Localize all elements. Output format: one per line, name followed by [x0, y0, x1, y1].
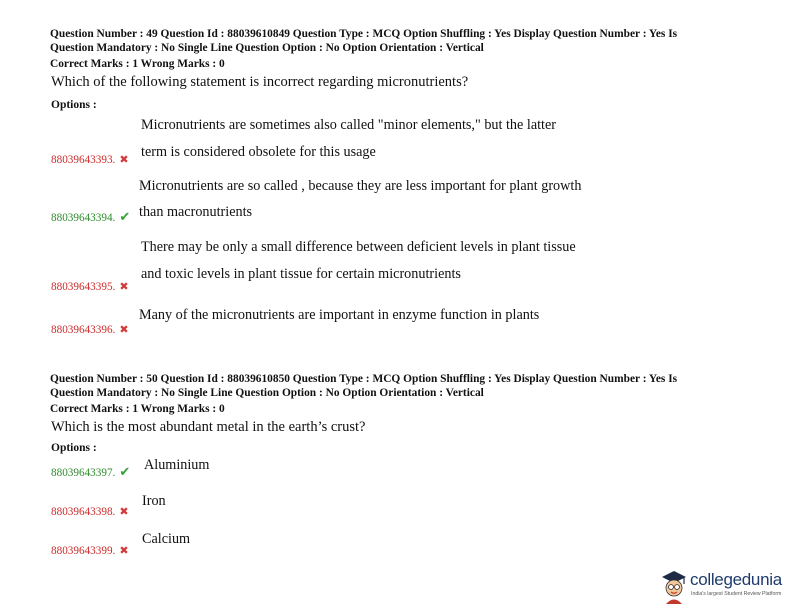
- wrong-mark-icon: ✖: [119, 154, 129, 166]
- q50-option-1: [51, 463, 130, 481]
- q49-option-2: [51, 208, 130, 226]
- q49-option-3-text-line2: and toxic levels in plant tissue for certain micronutrients: [141, 266, 461, 282]
- q50-option-3-text: Calcium: [142, 531, 191, 547]
- graduate-mascot-icon: [660, 568, 688, 606]
- q50-option-2-text: Iron: [142, 493, 166, 509]
- logo-tagline: India's largest Student Review Platform: [691, 591, 782, 597]
- wrong-mark-icon: ✖: [119, 281, 129, 293]
- option-id: 88039643394.: [51, 212, 116, 224]
- option-id: 88039643398.: [51, 506, 116, 518]
- q49-option-4-text: Many of the micronutrients are important in enzyme function in plants: [139, 307, 540, 323]
- option-id: 88039643395.: [51, 281, 116, 293]
- q49-option-2-text-line2: than macronutrients: [139, 204, 253, 220]
- q49-options-label: Options :: [51, 99, 97, 111]
- option-id: 88039643399.: [51, 545, 116, 557]
- q49-meta-line2: Question Mandatory : No Single Line Question Option : No Option Orientation : Vertical: [50, 42, 484, 54]
- q49-option-3: [51, 277, 129, 295]
- q49-option-1-text-line2: term is considered obsolete for this usage: [141, 144, 376, 160]
- option-id: 88039643393.: [51, 154, 116, 166]
- q50-meta-line2: Question Mandatory : No Single Line Question Option : No Option Orientation : Vertical: [50, 387, 484, 399]
- q49-option-2-text-line1: Micronutrients are so called , because they are less important for plant growth: [139, 178, 582, 194]
- wrong-mark-icon: ✖: [119, 324, 129, 336]
- q50-option-2: [51, 502, 129, 520]
- q50-meta-line1: Question Number : 50 Question Id : 88039610850 Question Type : MCQ Option Shuffling : Yes Display Question Number : Yes Is: [50, 373, 678, 385]
- q49-marks: Correct Marks : 1 Wrong Marks : 0: [50, 58, 225, 70]
- q50-question-text: Which is the most abundant metal in the earth’s crust?: [51, 419, 366, 435]
- logo-wordmark: collegedunia: [690, 570, 782, 589]
- q49-question-text: Which of the following statement is incorrect regarding micronutrients?: [51, 74, 469, 90]
- collegedunia-logo: [660, 568, 788, 608]
- wrong-mark-icon: ✖: [119, 545, 129, 557]
- wrong-mark-icon: ✖: [119, 506, 129, 518]
- q49-meta-line1: Question Number : 49 Question Id : 88039610849 Question Type : MCQ Option Shuffling : Yes Display Question Number : Yes Is: [50, 28, 678, 40]
- q50-marks: Correct Marks : 1 Wrong Marks : 0: [50, 403, 225, 415]
- q50-option-1-text: Aluminium: [144, 457, 210, 473]
- correct-check-icon: ✔: [119, 209, 131, 224]
- q49-option-1: [51, 150, 129, 168]
- q49-option-4: [51, 320, 129, 338]
- q50-option-3: [51, 541, 129, 559]
- option-id: 88039643397.: [51, 467, 116, 479]
- option-id: 88039643396.: [51, 324, 116, 336]
- q49-option-3-text-line1: There may be only a small difference between deficient levels in plant tissue: [141, 239, 576, 255]
- q50-options-label: Options :: [51, 442, 97, 454]
- correct-check-icon: ✔: [119, 464, 131, 479]
- q49-option-1-text-line1: Micronutrients are sometimes also called "minor elements," but the latter: [141, 117, 557, 133]
